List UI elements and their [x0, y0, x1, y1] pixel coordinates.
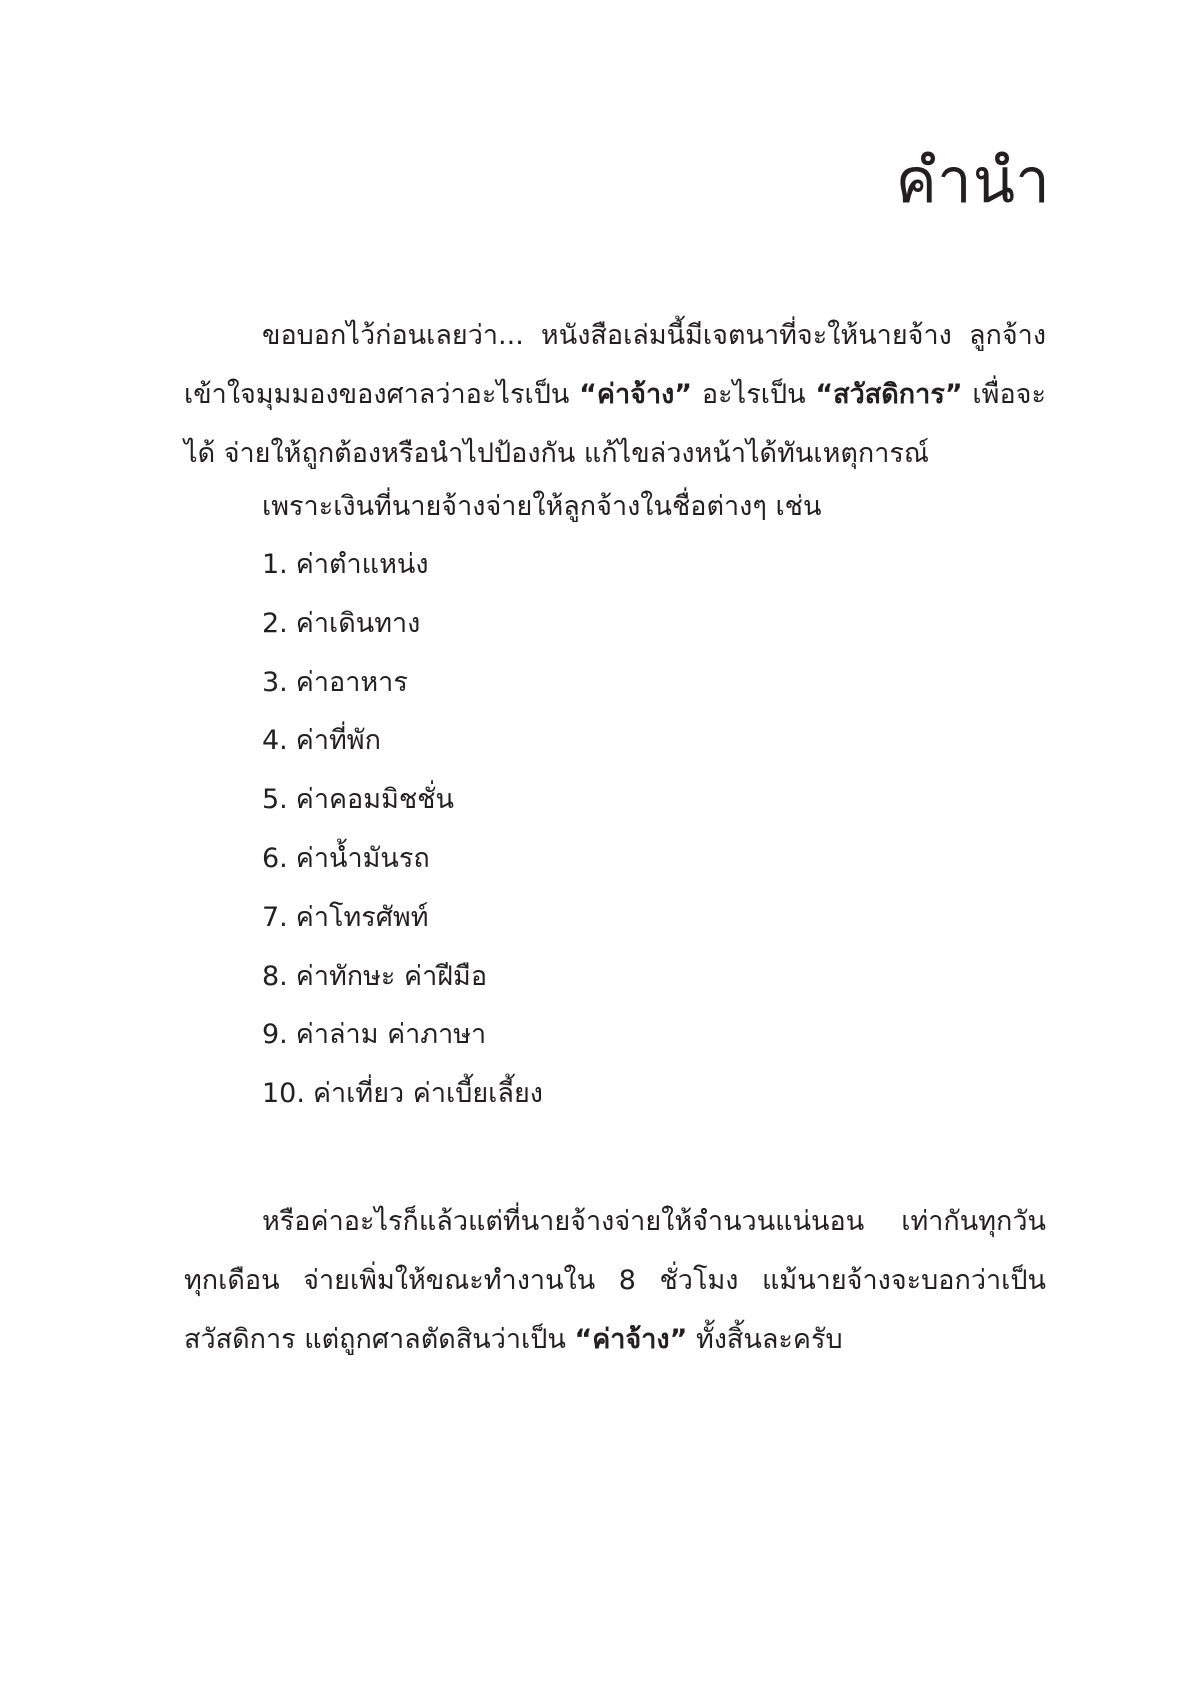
list-item: [262, 545, 543, 604]
list-item-number: 1.: [262, 549, 288, 580]
allowance-list: [262, 545, 543, 1133]
list-item-number: 10.: [262, 1078, 305, 1110]
list-item-label: ค่าเดินทาง: [295, 607, 421, 639]
list-item: [262, 839, 543, 898]
intro-bold-welfare: “สวัสดิการ”: [815, 379, 963, 410]
list-item-number: 8.: [262, 960, 288, 992]
list-item: [262, 898, 543, 957]
intro-bold-wage: “ค่าจ้าง”: [579, 379, 693, 410]
outro-bold-wage: “ค่าจ้าง”: [574, 1324, 688, 1355]
list-item-number: 7.: [262, 901, 288, 933]
list-item: [262, 663, 543, 722]
list-item: [262, 604, 543, 663]
list-item-label: ค่าอาหาร: [295, 666, 408, 698]
closing-paragraph: [184, 1192, 1046, 1369]
list-item-number: 6.: [262, 842, 288, 874]
list-item: [262, 780, 543, 839]
list-item-number: 2.: [262, 607, 288, 639]
intro-text-3: เพื่อจะได้ จ่ายให้ถูกต้องหรือนำไปป้องกัน แก้ไขล่วงหน้าได้ทันเหตุการณ์: [184, 379, 1046, 469]
list-item-label: ค่าคอมมิชชั่น: [295, 784, 454, 816]
list-item-number: 9.: [262, 1019, 288, 1051]
list-item-label: ค่าน้ำมันรถ: [295, 842, 430, 874]
intro-text-1: ขอบอกไว้ก่อนเลยว่า... หนังสือเล่มนี้มีเจตนาที่จะให้นายจ้าง ลูกจ้าง เข้าใจมุมมองของศาลว่าอะไรเป็น: [184, 320, 1046, 410]
outro-text-2: ทั้งสิ้นละครับ: [687, 1324, 843, 1355]
list-lead-sentence: เพราะเงินที่นายจ้างจ่ายให้ลูกจ้างในชื่อต่างๆ เช่น: [262, 491, 822, 522]
list-item-label: ค่าตำแหน่ง: [295, 549, 429, 580]
list-item-number: 3.: [262, 666, 288, 698]
list-item-label: ค่าล่าม ค่าภาษา: [295, 1019, 487, 1051]
list-item-label: ค่าโทรศัพท์: [295, 901, 429, 933]
list-item-label: ค่าที่พัก: [295, 725, 381, 757]
page-title: คำนำ: [895, 144, 1051, 217]
list-item-label: ค่าเที่ยว ค่าเบี้ยเลี้ยง: [312, 1078, 543, 1110]
list-item: [262, 1015, 543, 1074]
list-item: [262, 721, 543, 780]
intro-paragraph: [184, 306, 1046, 483]
intro-text-2: อะไรเป็น: [692, 379, 816, 410]
list-item-number: 4.: [262, 725, 288, 757]
list-item-label: ค่าทักษะ ค่าฝีมือ: [295, 960, 488, 992]
outro-text-1: หรือค่าอะไรก็แล้วแต่ที่นายจ้างจ่ายให้จำนวนแน่นอน เท่ากันทุกวัน ทุกเดือน จ่ายเพิ่มให้ขณะทำงานใน 8 ชั่วโมง แม้นายจ้างจะบอกว่าเป็นสวัสดิการ แต่ถูกศาลตัดสินว่าเป็น: [184, 1206, 1046, 1355]
list-item: [262, 957, 543, 1016]
list-item: [262, 1074, 543, 1133]
list-item-number: 5.: [262, 784, 288, 816]
